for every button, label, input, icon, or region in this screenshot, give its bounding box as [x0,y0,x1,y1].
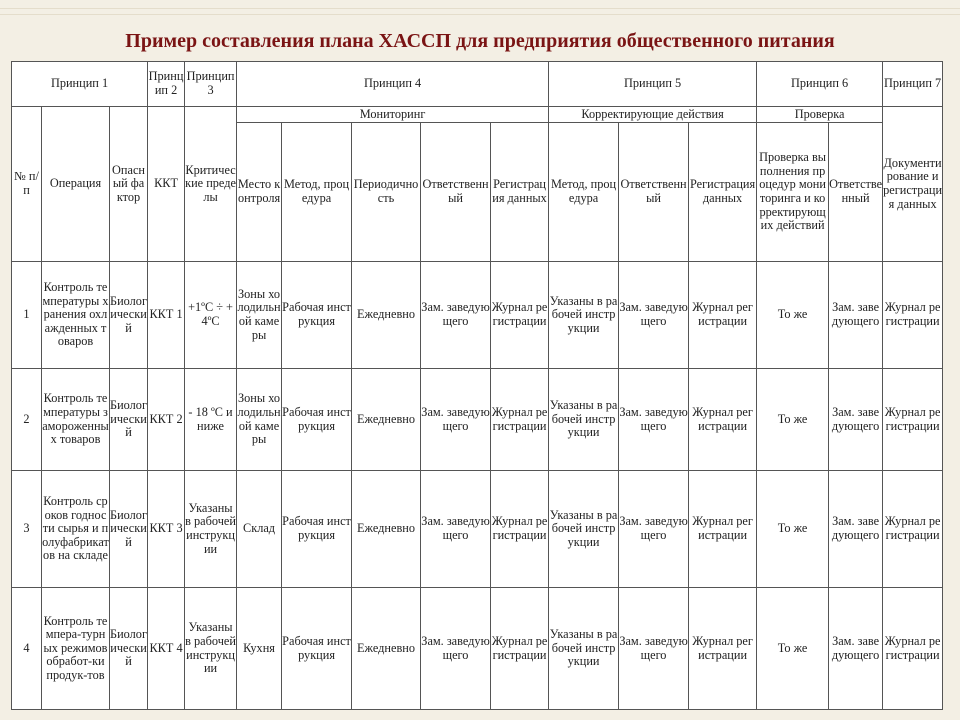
col-place-header: Место контроля [237,123,282,262]
row-hazard: Биологический [110,588,148,710]
row-limits: - 18 ºС и ниже [185,369,237,471]
row-ccp: ККТ 1 [148,262,185,369]
row-periodicity: Ежедневно [352,471,421,588]
row-corr-method: Указаны в рабочей инструкции [549,588,619,710]
row-corr-method: Указаны в рабочей инструкции [549,262,619,369]
row-operation: Контроль сроков годности сырья и полуфабрикатов на складе [42,471,110,588]
row-ver-responsible: Зам. заведующего [829,369,883,471]
table-row [12,588,943,710]
table-row [12,369,943,471]
col-responsible-header: Ответственный [421,123,491,262]
col-method-header: Метод, процедура [282,123,352,262]
row-verification: То же [757,471,829,588]
row-responsible: Зам. заведующего [421,369,491,471]
col-ccp-header: ККТ [148,107,185,262]
groups-header-row [12,107,943,123]
row-corr-responsible: Зам. заведующего [619,471,689,588]
row-hazard: Биологический [110,262,148,369]
col-num-header: № п/п [12,107,42,262]
row-place: Кухня [237,588,282,710]
page-title: Пример составления плана ХАССП для предприятия общественного питания [125,30,835,52]
principle-5-header: Принцип 5 [549,62,757,107]
row-registration: Журнал регистрации [491,471,549,588]
principles-header-row [12,62,943,107]
verification-group-header: Проверка [757,107,883,123]
row-num: 1 [12,262,42,369]
col-documentation-header: Документирование и регистрация данных [883,107,943,262]
row-num: 3 [12,471,42,588]
row-corr-registration: Журнал регистрации [689,369,757,471]
row-place: Склад [237,471,282,588]
row-registration: Журнал регистрации [491,369,549,471]
row-method: Рабочая инструкция [282,262,352,369]
row-documentation: Журнал регистрации [883,471,943,588]
row-place: Зоны холодильной камеры [237,262,282,369]
row-operation: Контроль темпера-турных режимов обработ-ки продук-тов [42,588,110,710]
row-num: 2 [12,369,42,471]
row-ccp: ККТ 2 [148,369,185,471]
col-operation-header: Операция [42,107,110,262]
table-row [12,262,943,369]
col-registration-header: Регистрация данных [491,123,549,262]
col-hazard-header: Опасный фактор [110,107,148,262]
row-method: Рабочая инструкция [282,471,352,588]
row-corr-method: Указаны в рабочей инструкции [549,369,619,471]
row-method: Рабочая инструкция [282,369,352,471]
principle-3-header: Принцип 3 [185,62,237,107]
principle-6-header: Принцип 6 [757,62,883,107]
row-limits: Указаны в рабочей инструкции [185,471,237,588]
row-corr-method: Указаны в рабочей инструкции [549,471,619,588]
row-limits: +1ºС ÷ +4ºС [185,262,237,369]
row-ccp: ККТ 3 [148,471,185,588]
principle-2-header: Принцип 2 [148,62,185,107]
row-documentation: Журнал регистрации [883,588,943,710]
monitoring-group-header: Мониторинг [237,107,549,123]
principle-7-header: Принцип 7 [883,62,943,107]
col-ver-responsible-header: Ответственный [829,123,883,262]
row-limits: Указаны в рабочей инструкции [185,588,237,710]
col-critical-limits-header: Критические пределы [185,107,237,262]
row-ver-responsible: Зам. заведующего [829,588,883,710]
row-responsible: Зам. заведующего [421,471,491,588]
row-operation: Контроль температуры хранения охлажденных товаров [42,262,110,369]
row-verification: То же [757,369,829,471]
row-ver-responsible: Зам. заведующего [829,262,883,369]
row-periodicity: Ежедневно [352,262,421,369]
row-ver-responsible: Зам. заведующего [829,471,883,588]
row-operation: Контроль температуры замороженных товаров [42,369,110,471]
row-corr-registration: Журнал регистрации [689,471,757,588]
col-periodicity-header: Периодичность [352,123,421,262]
row-periodicity: Ежедневно [352,369,421,471]
row-corr-responsible: Зам. заведующего [619,262,689,369]
row-corr-registration: Журнал регистрации [689,262,757,369]
row-ccp: ККТ 4 [148,588,185,710]
principle-1-header: Принцип 1 [12,62,148,107]
row-documentation: Журнал регистрации [883,262,943,369]
row-verification: То же [757,262,829,369]
row-verification: То же [757,588,829,710]
row-corr-registration: Журнал регистрации [689,588,757,710]
row-hazard: Биологический [110,369,148,471]
haccp-plan-table [11,61,943,710]
row-responsible: Зам. заведующего [421,588,491,710]
row-periodicity: Ежедневно [352,588,421,710]
row-hazard: Биологический [110,471,148,588]
row-registration: Журнал регистрации [491,262,549,369]
row-responsible: Зам. заведующего [421,262,491,369]
row-documentation: Журнал регистрации [883,369,943,471]
row-num: 4 [12,588,42,710]
row-corr-responsible: Зам. заведующего [619,369,689,471]
row-corr-responsible: Зам. заведующего [619,588,689,710]
row-registration: Журнал регистрации [491,588,549,710]
col-corr-registration-header: Регистрация данных [689,123,757,262]
corrective-group-header: Корректирующие действия [549,107,757,123]
table-row [12,471,943,588]
col-corr-responsible-header: Ответственный [619,123,689,262]
row-method: Рабочая инструкция [282,588,352,710]
col-verification-header: Проверка выполнения процедур мониторинга и корректирующих действий [757,123,829,262]
col-corr-method-header: Метод, процедура [549,123,619,262]
principle-4-header: Принцип 4 [237,62,549,107]
row-place: Зоны холодильной камеры [237,369,282,471]
